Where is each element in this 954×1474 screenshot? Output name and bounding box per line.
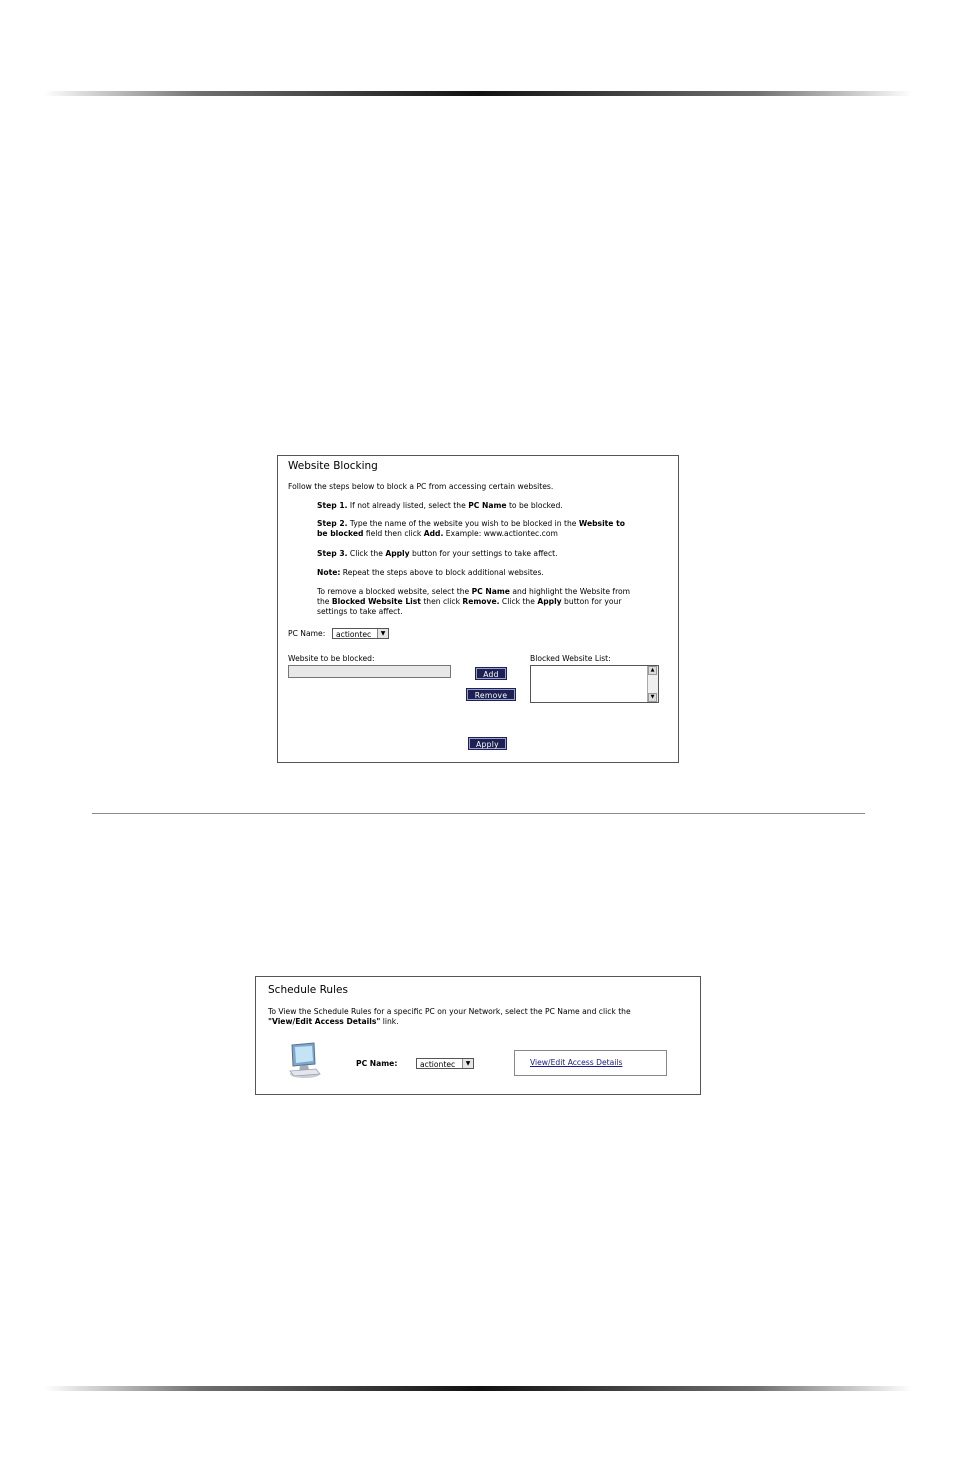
page-rule-top [44,91,912,96]
step1-text: Step 1. If not already listed, select the PC Name to be blocked. [317,501,563,510]
schedule-pc-name-label: PC Name: [356,1059,398,1068]
access-details-box [514,1050,667,1076]
scroll-up-icon[interactable]: ▲ [648,666,657,675]
computer-monitor-icon [287,1041,323,1079]
schedule-pc-name-value: actiontec [420,1060,456,1069]
website-to-block-label: Website to be blocked: [288,654,375,663]
page-rule-bottom [44,1386,912,1391]
panel-title: Schedule Rules [268,984,348,996]
intro-text: Follow the steps below to block a PC from accessing certain websites. [288,482,554,491]
blocked-website-list[interactable] [530,665,659,703]
chevron-down-icon[interactable]: ▼ [377,629,388,638]
blocked-list-label: Blocked Website List: [530,654,611,663]
blocked-list-scrollbar[interactable] [647,666,658,702]
website-blocking-panel [277,455,679,763]
apply-button[interactable]: Apply [469,738,506,749]
remove-button[interactable]: Remove [467,689,515,700]
step3-text: Step 3. Click the Apply button for your settings to take affect. [317,549,558,558]
section-divider [92,813,865,814]
remove-info-text: To remove a blocked website, select the PC Name and highlight the Website from the Blocked Website List then click Remove. Click the Apply button for your settings to take affect. [317,587,631,616]
add-button[interactable]: Add [476,668,506,679]
pc-name-value: actiontec [336,630,372,639]
pc-name-label: PC Name: [288,629,326,638]
panel-title: Website Blocking [288,460,378,472]
schedule-desc: To View the Schedule Rules for a specific PC on your Network, select the PC Name and click the "View/Edit Access Details" link. [268,1007,631,1026]
scroll-down-icon[interactable]: ▼ [648,693,657,702]
chevron-down-icon[interactable]: ▼ [462,1059,473,1068]
website-input[interactable] [288,665,451,678]
pc-name-select[interactable] [332,628,389,639]
schedule-pc-name-select[interactable] [416,1058,474,1069]
step2-text: Step 2. Type the name of the website you wish to be blocked in the Website to be blocked field then click Add. Example: www.actiontec.com [317,519,625,538]
note-text: Note: Repeat the steps above to block additional websites. [317,568,544,577]
schedule-rules-panel [255,976,701,1095]
view-edit-access-details-link[interactable]: View/Edit Access Details [530,1058,623,1067]
